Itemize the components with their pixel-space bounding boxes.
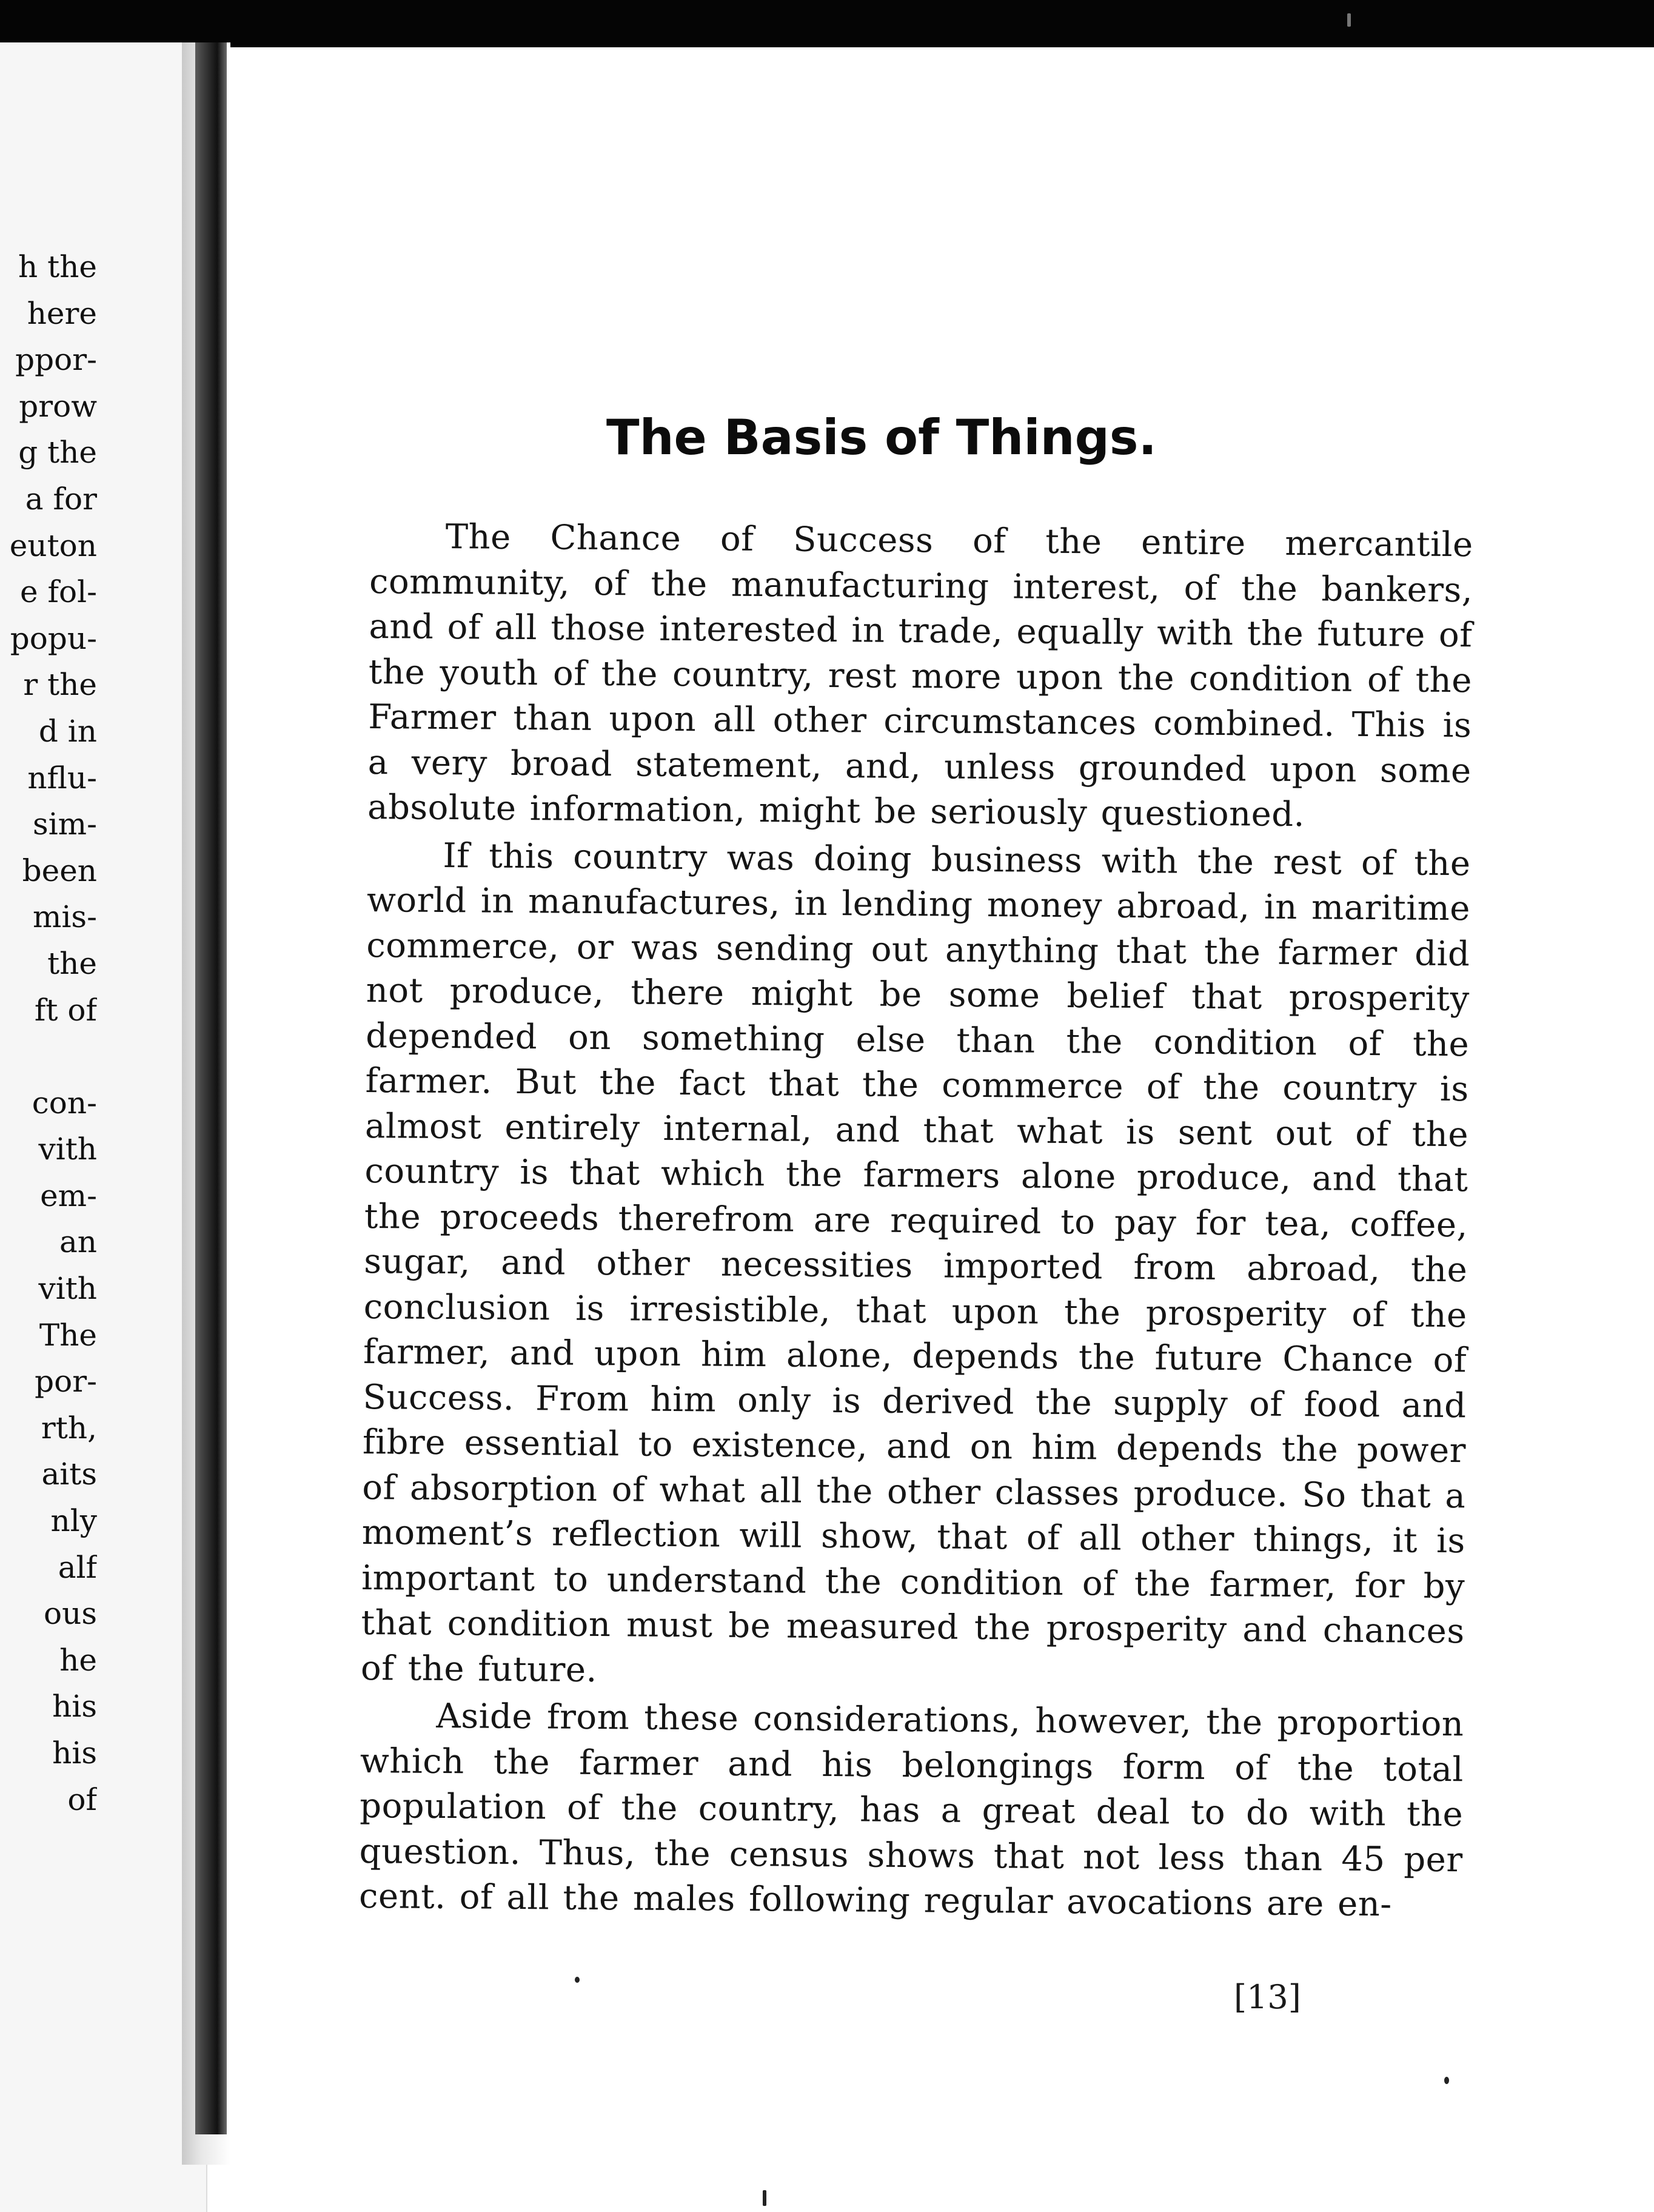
- left-page-line-fragment: the: [47, 945, 97, 981]
- left-page-line-fragment: aits: [41, 1456, 97, 1492]
- left-page-line-fragment: he: [59, 1642, 97, 1678]
- left-page-line-fragment: mis-: [33, 899, 97, 935]
- paragraph-3: Aside from these considerations, however, the proportion which the farmer and his belongings form of the total population of the country, has a great deal to do with the question. Thus, the census shows that not less than 45 per cent. of all the males following regular avocations are en-: [358, 1696, 1464, 1925]
- left-page-line-fragment: e fol-: [20, 574, 97, 610]
- ink-speck: [1444, 2077, 1449, 2084]
- page-number: [13]: [1234, 1978, 1301, 2016]
- left-page-line-fragment: popu-: [10, 620, 97, 656]
- paragraph-2: If this country was doing business with the rest of the world in manufactures, in lending money abroad, in maritime commerce, or was sending out anything that the farmer did not produce, there might be some belief that prosperity depended on something else than the condition of the farmer. But the fact that the commerce of the country is almost entirely internal, and that what is sent out of the country is that which the farmers alone produce, and that the proceeds therefrom are required to pay for tea, coffee, sugar, and other necessities imported from abroad, the conclusion is irresistible, that upon the prosperity of the farmer, and upon him alone, depends the future Chance of Success. From him only is derived the supply of food and fibre essential to existence, and on him depends the power of absorption of what all the other classes produce. So that a moment’s reflection will show, that of all other things, it is important to understand the condition of the farmer, for by that condition must be measured the prosperity and chances of the future.: [360, 836, 1471, 1690]
- left-page-line-fragment: por-: [35, 1364, 97, 1399]
- left-page-line-fragment: ft of: [34, 992, 97, 1028]
- left-page-line-fragment: em-: [40, 1178, 97, 1213]
- left-page-line-fragment: euton: [9, 528, 97, 563]
- left-page-line-fragment: sim-: [33, 806, 97, 842]
- left-page-text-fragments: [0, 244, 97, 1823]
- left-page-line-fragment: ous: [44, 1596, 97, 1632]
- left-page-line-fragment: his: [52, 1689, 97, 1724]
- left-page-line-fragment: an: [59, 1224, 97, 1260]
- left-page-line-fragment: a for: [25, 481, 97, 517]
- left-page-line-fragment: ppor-: [15, 342, 97, 378]
- left-page-line-fragment: nflu-: [27, 760, 97, 796]
- ink-speck: [575, 1977, 580, 1983]
- left-page-line-fragment: con-: [32, 1085, 97, 1121]
- ink-speck: [763, 2190, 766, 2206]
- left-page-line-fragment: alf: [58, 1549, 97, 1585]
- ink-speck: [1347, 13, 1351, 27]
- left-page-line-fragment: here: [27, 295, 97, 331]
- left-page-line-fragment: d in: [38, 713, 97, 749]
- left-page-line-fragment: vith: [38, 1271, 97, 1307]
- paragraph-1: The Chance of Success of the entire mercantile community, of the manufacturing interest, of the bankers, and of all those interested in trade, equally with the future of the youth of the country, rest more upon the condition of the Farmer than upon all other circumstances combined. This is a very broad statement, and, unless grounded upon some absolute information, might be seriously questioned.: [367, 517, 1473, 835]
- article-body: [359, 514, 1473, 1931]
- left-page-line-fragment: vith: [38, 1131, 97, 1167]
- left-page-line-fragment: r the: [23, 667, 97, 703]
- left-page-line-fragment: been: [22, 853, 97, 888]
- article-title: The Basis of Things.: [606, 409, 1157, 466]
- left-page-line-fragment: rth,: [41, 1410, 97, 1446]
- book-spine: [195, 42, 227, 2134]
- top-dark-border: [0, 0, 1654, 47]
- left-page-line-fragment: g the: [18, 435, 97, 471]
- left-page-line-fragment: of: [67, 1781, 97, 1817]
- left-page-line-fragment: nly: [50, 1503, 97, 1539]
- left-page-line-fragment: his: [52, 1735, 97, 1771]
- left-page-line-fragment: [0, 1033, 97, 1080]
- left-page-line-fragment: The: [39, 1317, 97, 1353]
- left-page-line-fragment: prow: [19, 388, 97, 424]
- left-page-line-fragment: h the: [18, 249, 97, 284]
